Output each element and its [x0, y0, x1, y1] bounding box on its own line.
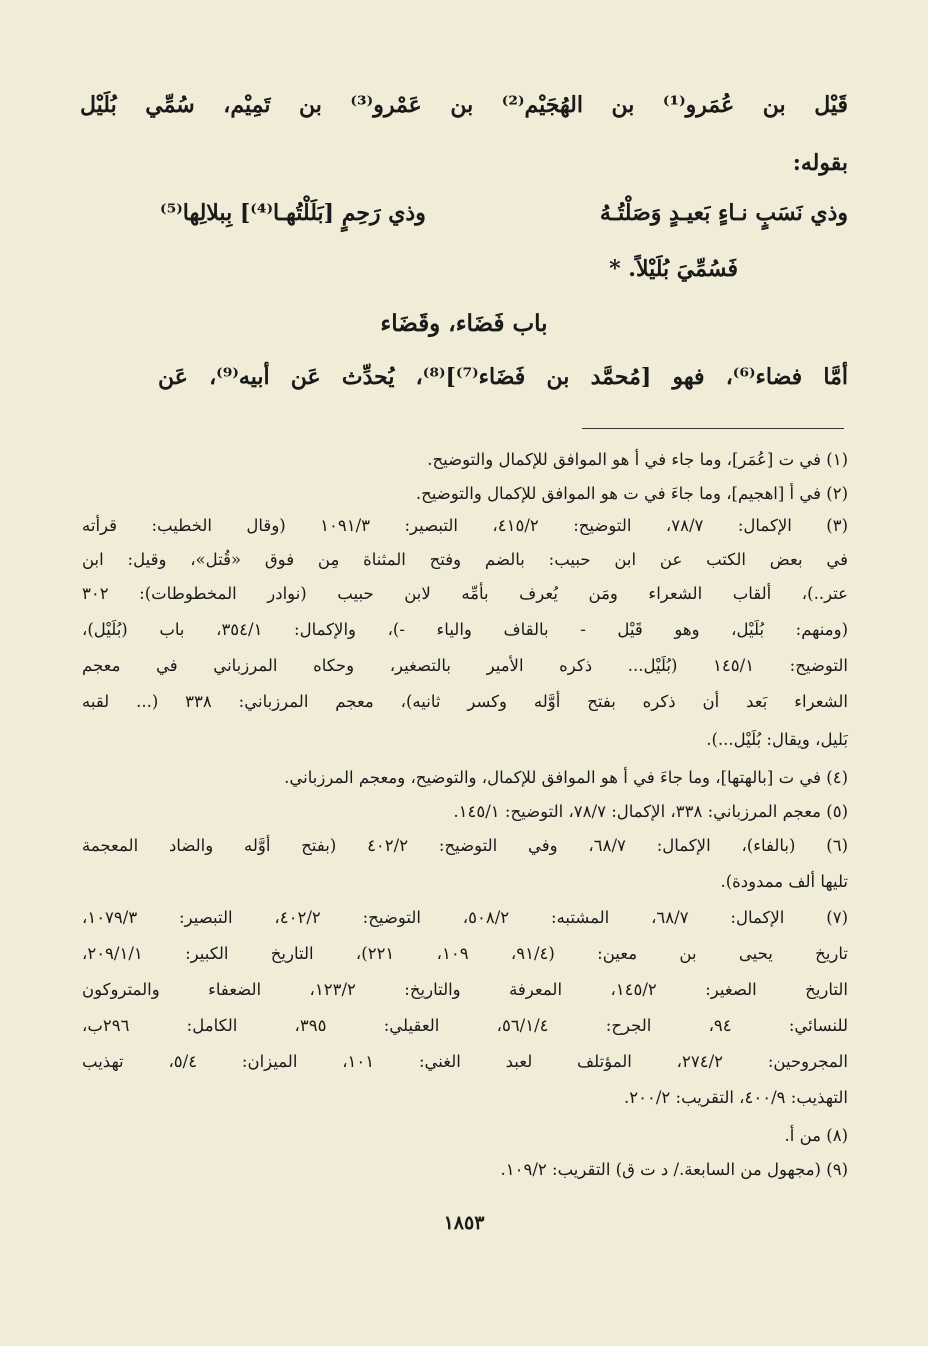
footnote-6-line-1: (٦) (بالفاء)، الإكمال: ٦٨/٧، وفي التوضيح: ٤٠٢/٢ (بفتح أوَّله والضاد المعجمة: [82, 836, 848, 855]
footnote-7-line-6: التهذيب: ٤٠٠/٩، التقريب: ٢٠٠/٢.: [624, 1088, 848, 1107]
footnote-7-line-3: التاريخ الصغير: ١٤٥/٢، المعرفة والتاريخ: ١٢٣/٢، الضعفاء والمتروكون: [82, 980, 848, 999]
footnote-7-line-1: (٧) الإكمال: ٦٨/٧، المشتبه: ٥٠٨/٢، التوضيح: ٤٠٢/٢، التبصير: ١٠٧٩/٣،: [82, 908, 848, 927]
main-text-line-2: بقوله:: [792, 150, 848, 176]
footnote-3-line-4: (ومنهم: بُلَيْل، وهو قَيْل - بالقاف والياء -)، والإكمال: ٣٥٤/١، باب (بُلَيْل)،: [82, 620, 849, 639]
footnote-3-line-3: عتر..)، ألقاب الشعراء ومَن يُعرف بأمِّه لابن حبيب (نوادر المخطوطات): ٣٠٢: [82, 584, 848, 603]
page-number: ١٨٥٣: [443, 1212, 485, 1234]
footnote-3-line-7: بَليل، ويقال: بُلَيْل...).: [706, 730, 848, 749]
footnote-3-line-6: الشعراء بَعد أن ذكره بفتح أوَّله وكسر ثانيه)، معجم المرزباني: ٣٣٨ (... لقبه: [82, 692, 848, 711]
footnote-3-line-2: في بعض الكتب عن ابن حبيب: بالضم وفتح المثناة مِن فوق «قُتل»، وقيل: ابن: [82, 550, 848, 569]
footnote-6-line-2: تليها ألف ممدودة).: [720, 872, 848, 891]
verse-second-hemistich: وذي رَحِمٍ [بَلَلْتُهـا⁽⁴⁾] بِبلالِها⁽⁵⁾: [160, 200, 426, 226]
footnote-9: (٩) (مجهول من السابعة./ د ت ق) التقريب: ١٠٩/٢.: [500, 1160, 848, 1179]
footnote-8: (٨) من أ.: [784, 1126, 848, 1145]
footnote-3-line-1: (٣) الإكمال: ٧٨/٧، التوضيح: ٤١٥/٢، التبصير: ١٠٩١/٣ (وقال الخطيب: قرأته: [82, 516, 848, 535]
footnote-5: (٥) معجم المرزباني: ٣٣٨، الإكمال: ٧٨/٧، التوضيح: ١٤٥/١.: [453, 802, 848, 821]
main-text-line-1: قَيْل بن عُمَرو⁽¹⁾ بن الهُجَيْم⁽²⁾ بن عَمْرو⁽³⁾ بن تَمِيْم، سُمِّي بُلَيْل: [80, 92, 849, 118]
main-text-line-4: فَسُمِّيَ بُلَيْلاً. *: [609, 256, 738, 282]
footnote-7-line-4: للنسائي: ٩٤، الجرح: ٥٦/١/٤، العقيلي: ٣٩٥، الكامل: ٢٩٦ب،: [82, 1016, 848, 1035]
footnote-3-line-5: التوضيح: ١٤٥/١ (بُلَيْل... ذكره الأمير بالتصغير، وحكاه المرزباني في معجم: [82, 656, 848, 675]
footnote-2: (٢) في أ [اهجيم]، وما جاءَ في ت هو الموافق للإكمال والتوضيح.: [415, 484, 848, 503]
footnote-4: (٤) في ت [بالهتها]، وما جاءَ في أ هو الموافق للإكمال، والتوضيح، ومعجم المرزباني.: [284, 768, 848, 787]
main-text-line-5: أمَّا فضاء⁽⁶⁾، فهو [مُحمَّد بن فَضَاء⁽⁷⁾]⁽⁸⁾، يُحدِّث عَن أبيه⁽⁹⁾، عَن: [158, 364, 848, 390]
verse-first-hemistich: وذي نَسَبٍ نـاءٍ بَعيـدٍ وَصَلْتُـهُ: [599, 200, 848, 226]
chapter-heading: باب فَضَاء، وقَضَاء: [380, 310, 548, 337]
footnote-1: (١) في ت [عُمَر]، وما جاء في أ هو الموافق للإكمال والتوضيح.: [427, 450, 848, 469]
footnote-divider: [582, 428, 844, 429]
footnote-7-line-5: المجروحين: ٢٧٤/٢، المؤتلف لعبد الغني: ١٠١، الميزان: ٥/٤، تهذيب: [82, 1052, 849, 1071]
footnote-7-line-2: تاريخ يحيى بن معين: (٩١/٤، ١٠٩، ٢٢١)، التاريخ الكبير: ٢٠٩/١/١،: [82, 944, 849, 963]
